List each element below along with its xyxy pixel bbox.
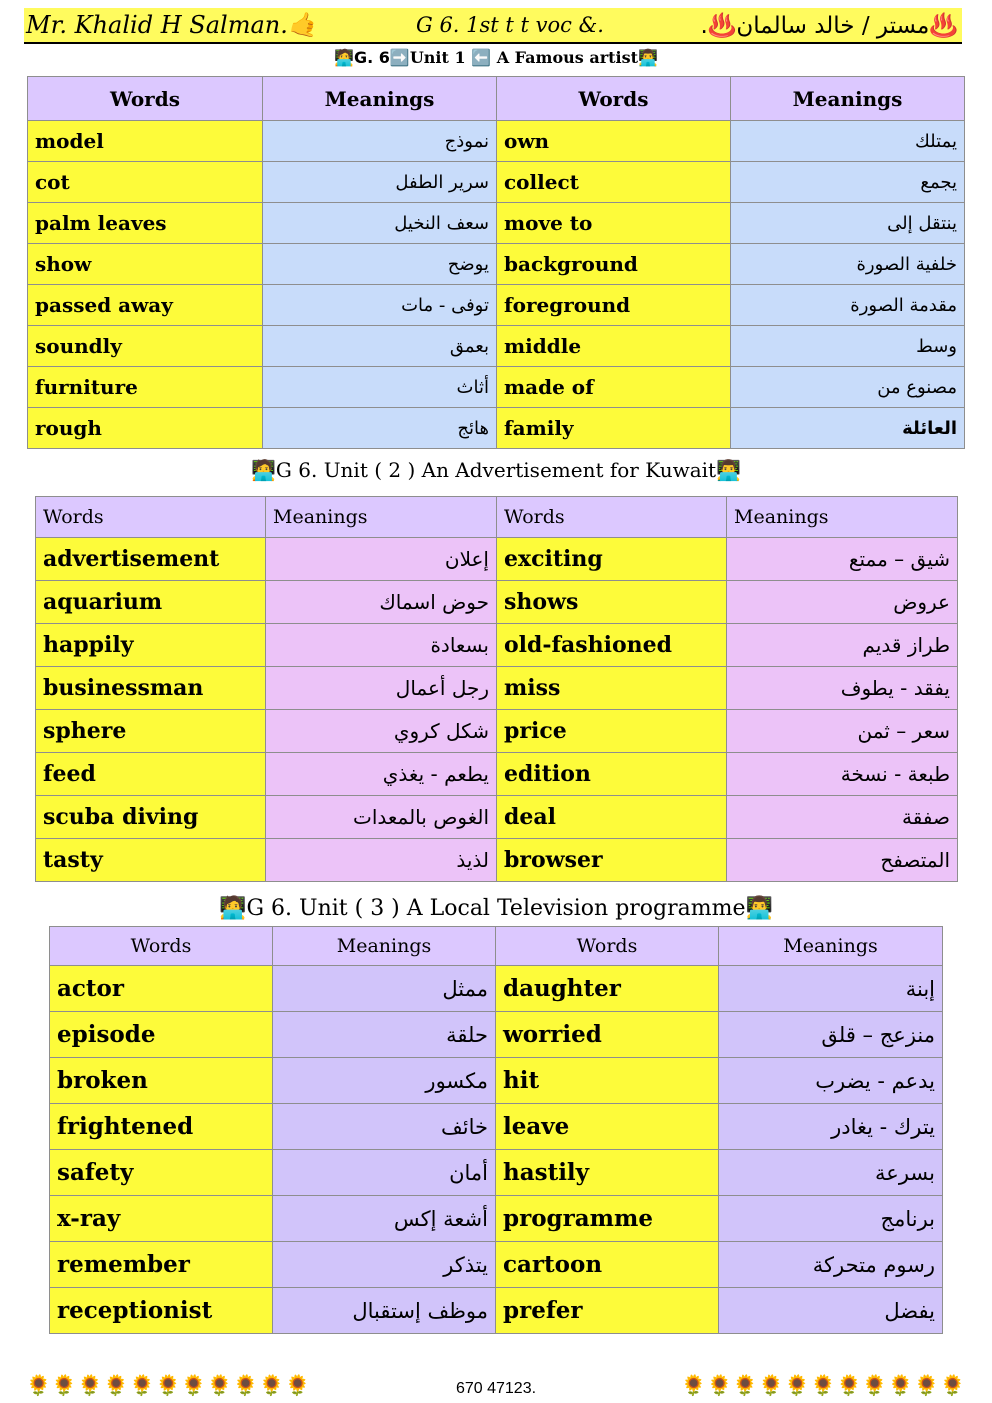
meaning-cell: حوض اسماك <box>266 581 497 624</box>
table-header-row <box>50 927 943 966</box>
word-cell: episode <box>50 1012 273 1058</box>
sunflower-icon: 🌻🌻🌻🌻🌻🌻🌻🌻🌻🌻🌻 <box>681 1373 966 1397</box>
meaning-cell: أثاث <box>263 367 497 408</box>
table-row <box>50 966 943 1012</box>
meaning-cell: سعف النخيل <box>263 203 497 244</box>
meaning-cell: ينتقل إلى <box>731 203 965 244</box>
word-cell: soundly <box>28 326 263 367</box>
word-cell: family <box>497 408 731 449</box>
meaning-cell: أشعة إكس <box>273 1196 496 1242</box>
table-row <box>28 285 965 326</box>
meaning-cell: سرير الطفل <box>263 162 497 203</box>
table-row <box>50 1288 943 1334</box>
word-cell: made of <box>497 367 731 408</box>
meaning-cell: أمان <box>273 1150 496 1196</box>
technologist-icon: 🧑‍💻 <box>219 896 247 921</box>
word-cell: cot <box>28 162 263 203</box>
meaning-cell: شيق – ممتع <box>727 538 958 581</box>
word-cell: miss <box>497 667 727 710</box>
meaning-cell: يمتلك <box>731 121 965 162</box>
col-header-meanings: Meanings <box>727 497 958 538</box>
arrow-right-icon: ➡️ <box>389 48 410 67</box>
word-cell: middle <box>497 326 731 367</box>
word-cell: passed away <box>28 285 263 326</box>
meaning-cell: صفقة <box>727 796 958 839</box>
meaning-cell: رسوم متحركة <box>719 1242 943 1288</box>
col-header-words: Words <box>36 497 266 538</box>
word-cell: aquarium <box>36 581 266 624</box>
meaning-cell: برنامج <box>719 1196 943 1242</box>
header-bar <box>24 8 962 44</box>
table-row <box>50 1242 943 1288</box>
table-row <box>28 203 965 244</box>
meaning-cell: إبنة <box>719 966 943 1012</box>
word-cell: price <box>497 710 727 753</box>
word-cell: rough <box>28 408 263 449</box>
col-header-meanings: Meanings <box>273 927 496 966</box>
unit2-vocab-table <box>35 496 958 882</box>
word-cell: advertisement <box>36 538 266 581</box>
author-name: Mr. Khalid H Salman.🤙 <box>26 11 318 39</box>
meaning-cell: بسرعة <box>719 1150 943 1196</box>
word-cell: palm leaves <box>28 203 263 244</box>
word-cell: model <box>28 121 263 162</box>
col-header-words: Words <box>496 927 719 966</box>
hot-springs-icon: ♨️ <box>929 13 958 39</box>
table-row <box>50 1150 943 1196</box>
word-cell: edition <box>497 753 727 796</box>
meaning-cell: مقدمة الصورة <box>731 285 965 326</box>
word-cell: happily <box>36 624 266 667</box>
word-cell: old-fashioned <box>497 624 727 667</box>
meaning-cell: هائج <box>263 408 497 449</box>
word-cell: hastily <box>496 1150 719 1196</box>
table-row <box>50 1104 943 1150</box>
word-cell: frightened <box>50 1104 273 1150</box>
table-row <box>36 624 958 667</box>
table-row <box>36 753 958 796</box>
meaning-cell: يترك - يغادر <box>719 1104 943 1150</box>
unit1-title: 🧑‍💻G. 6➡️Unit 1 ⬅️ A Famous artist👨‍💻 <box>334 48 658 67</box>
table-row <box>28 408 965 449</box>
word-cell: broken <box>50 1058 273 1104</box>
meaning-cell: يفقد - يطوف <box>727 667 958 710</box>
word-cell: tasty <box>36 839 266 882</box>
col-header-words: Words <box>28 77 263 121</box>
unit3-title: 🧑‍💻G 6. Unit ( 3 ) A Local Television programme👨‍💻 <box>219 896 773 921</box>
meaning-cell: العائلة <box>731 408 965 449</box>
word-cell: show <box>28 244 263 285</box>
word-cell: worried <box>496 1012 719 1058</box>
meaning-cell: مكسور <box>273 1058 496 1104</box>
word-cell: actor <box>50 966 273 1012</box>
meaning-cell: توفى - مات <box>263 285 497 326</box>
meaning-cell: خائف <box>273 1104 496 1150</box>
word-cell: programme <box>496 1196 719 1242</box>
word-cell: receptionist <box>50 1288 273 1334</box>
word-cell: feed <box>36 753 266 796</box>
meaning-cell: طراز قديم <box>727 624 958 667</box>
meaning-cell: مصنوع من <box>731 367 965 408</box>
unit3-vocab-table <box>49 926 943 1334</box>
col-header-meanings: Meanings <box>731 77 965 121</box>
table-row <box>28 367 965 408</box>
table-row <box>50 1196 943 1242</box>
technologist-icon: 🧑‍💻 <box>251 458 276 482</box>
author-name-arabic: ♨️مستر / خالد سالمان♨️. <box>700 13 958 39</box>
table-row <box>50 1058 943 1104</box>
phone-number: 670 47123. <box>455 1380 537 1397</box>
word-cell: businessman <box>36 667 266 710</box>
unit1-vocab-table <box>27 76 965 449</box>
col-header-meanings: Meanings <box>266 497 497 538</box>
technologist-icon: 👨‍💻 <box>716 458 741 482</box>
sunflower-icon: 🌻🌻🌻🌻🌻🌻🌻🌻🌻🌻🌻 <box>26 1373 311 1397</box>
unit2-title: 🧑‍💻G 6. Unit ( 2 ) An Advertisement for Kuwait👨‍💻 <box>251 458 741 482</box>
table-header-row <box>28 77 965 121</box>
worksheet-subtitle: G 6. 1st t t voc &. <box>416 13 604 37</box>
meaning-cell: حلقة <box>273 1012 496 1058</box>
meaning-cell: إعلان <box>266 538 497 581</box>
meaning-cell: يفضل <box>719 1288 943 1334</box>
meaning-cell: يدعم - يضرب <box>719 1058 943 1104</box>
table-row <box>28 121 965 162</box>
col-header-words: Words <box>497 77 731 121</box>
meaning-cell: يطعم - يغذي <box>266 753 497 796</box>
meaning-cell: ممثل <box>273 966 496 1012</box>
table-row <box>28 244 965 285</box>
word-cell: exciting <box>497 538 727 581</box>
call-me-hand-icon: 🤙 <box>287 11 318 39</box>
word-cell: deal <box>497 796 727 839</box>
word-cell: background <box>497 244 731 285</box>
meaning-cell: منزعج – قلق <box>719 1012 943 1058</box>
meaning-cell: لذيذ <box>266 839 497 882</box>
table-row <box>50 1012 943 1058</box>
technologist-icon: 👨‍💻 <box>638 48 658 67</box>
word-cell: scuba diving <box>36 796 266 839</box>
word-cell: leave <box>496 1104 719 1150</box>
hot-springs-icon: ♨️ <box>707 13 737 39</box>
meaning-cell: المتصفح <box>727 839 958 882</box>
table-row <box>36 710 958 753</box>
meaning-cell: سعر – ثمن <box>727 710 958 753</box>
word-cell: shows <box>497 581 727 624</box>
word-cell: collect <box>497 162 731 203</box>
col-header-words: Words <box>50 927 273 966</box>
word-cell: move to <box>497 203 731 244</box>
word-cell: sphere <box>36 710 266 753</box>
table-row <box>36 667 958 710</box>
meaning-cell: طبعة - نسخة <box>727 753 958 796</box>
table-row <box>28 162 965 203</box>
meaning-cell: شكل كروي <box>266 710 497 753</box>
table-row <box>36 581 958 624</box>
arrow-left-icon: ⬅️ <box>471 48 492 67</box>
word-cell: hit <box>496 1058 719 1104</box>
word-cell: foreground <box>497 285 731 326</box>
meaning-cell: وسط <box>731 326 965 367</box>
table-row <box>36 796 958 839</box>
meaning-cell: رجل أعمال <box>266 667 497 710</box>
meaning-cell: خلفية الصورة <box>731 244 965 285</box>
meaning-cell: موظف إستقبال <box>273 1288 496 1334</box>
word-cell: prefer <box>496 1288 719 1334</box>
meaning-cell: يتذكر <box>273 1242 496 1288</box>
col-header-meanings: Meanings <box>719 927 943 966</box>
word-cell: cartoon <box>496 1242 719 1288</box>
meaning-cell: يجمع <box>731 162 965 203</box>
word-cell: daughter <box>496 966 719 1012</box>
word-cell: x-ray <box>50 1196 273 1242</box>
meaning-cell: يوضح <box>263 244 497 285</box>
col-header-words: Words <box>497 497 727 538</box>
meaning-cell: بعمق <box>263 326 497 367</box>
table-row <box>28 326 965 367</box>
table-row <box>36 538 958 581</box>
word-cell: browser <box>497 839 727 882</box>
word-cell: furniture <box>28 367 263 408</box>
word-cell: remember <box>50 1242 273 1288</box>
table-header-row <box>36 497 958 538</box>
word-cell: own <box>497 121 731 162</box>
meaning-cell: عروض <box>727 581 958 624</box>
meaning-cell: بسعادة <box>266 624 497 667</box>
meaning-cell: نموذج <box>263 121 497 162</box>
meaning-cell: الغوص بالمعدات <box>266 796 497 839</box>
word-cell: safety <box>50 1150 273 1196</box>
table-row <box>36 839 958 882</box>
col-header-meanings: Meanings <box>263 77 497 121</box>
technologist-icon: 👨‍💻 <box>745 896 773 921</box>
